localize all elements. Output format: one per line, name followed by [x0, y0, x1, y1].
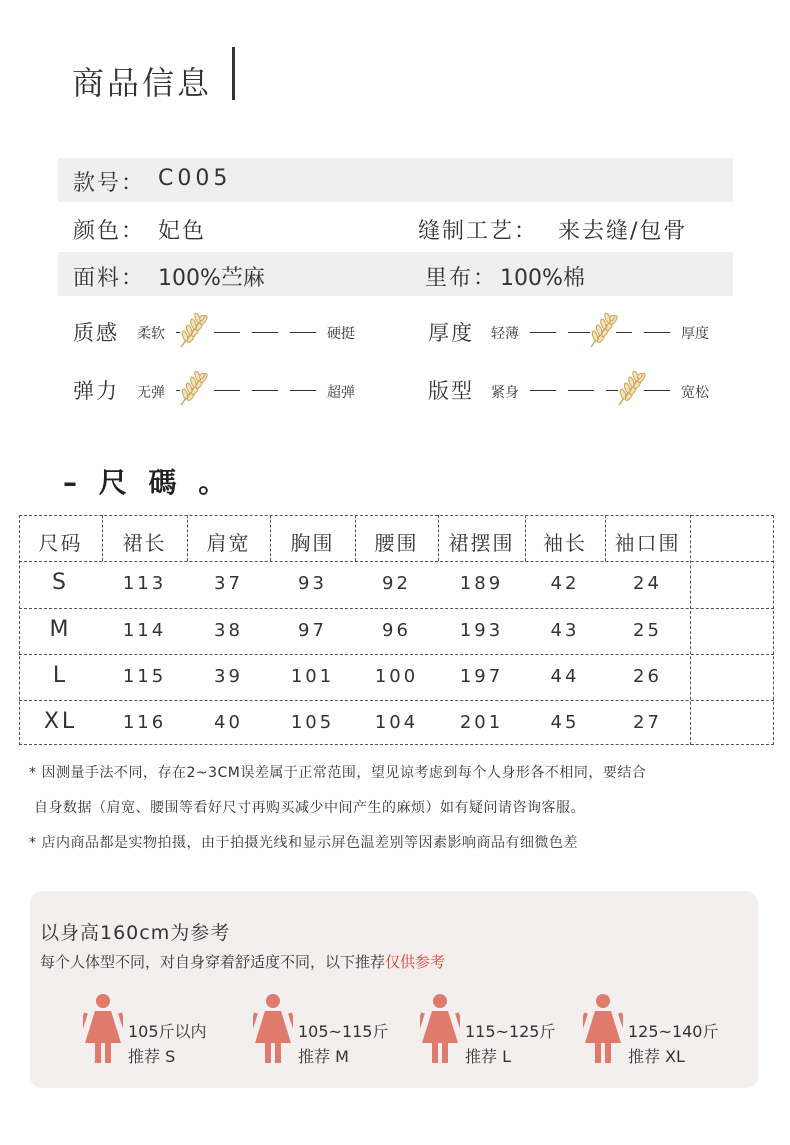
- reference-subtitle: [40, 951, 445, 972]
- lining-value: 100%棉: [500, 266, 585, 291]
- woman-figure-icon: [583, 993, 623, 1069]
- color-value: 妃色: [158, 219, 207, 244]
- page-title: 商品信息: [72, 64, 213, 102]
- lining-label: 里布：: [425, 266, 498, 291]
- craft-value: 来去缝/包骨: [558, 219, 688, 244]
- reference-title: 以身高160cm为参考: [40, 922, 231, 944]
- size-heading: – 尺 碼 。: [63, 466, 233, 499]
- scale-dash: [214, 332, 240, 333]
- wheat-icon: [176, 313, 210, 349]
- table-row-divider: [19, 561, 774, 562]
- table-cell: 201: [459, 712, 504, 733]
- table-cell: 44: [550, 666, 580, 687]
- recommended-size: 推荐 L: [465, 1047, 512, 1066]
- table-cell: 25: [633, 620, 662, 641]
- title-divider: [232, 47, 235, 100]
- table-cell: 115: [122, 666, 167, 687]
- scale-dash: [290, 332, 316, 333]
- craft-label: 缝制工艺：: [418, 219, 539, 244]
- table-row-divider: [19, 700, 774, 701]
- table-cell: 40: [214, 712, 243, 733]
- table-row-divider: [19, 654, 774, 655]
- table-cell: 114: [122, 620, 167, 641]
- scale-dash: [252, 332, 278, 333]
- table-cell: 92: [382, 573, 411, 594]
- table-header-cell: 腰围: [374, 531, 419, 555]
- table-header-cell: 袖长: [543, 531, 587, 555]
- table-cell: 189: [459, 573, 504, 594]
- scale-track: [176, 371, 322, 409]
- scale-left-label: 无弹: [137, 385, 165, 401]
- table-cell: 193: [459, 620, 504, 641]
- scale-left-label: 柔软: [137, 326, 165, 342]
- recommended-size: 推荐 S: [128, 1047, 176, 1066]
- table-cell: 97: [298, 620, 327, 641]
- wheat-icon: [586, 313, 620, 349]
- scale-right-label: 厚度: [681, 326, 709, 342]
- model-label: 款号：: [73, 171, 146, 196]
- table-cell: 113: [122, 573, 167, 594]
- weight-range: 115~125斤: [465, 1022, 556, 1041]
- size-label-cell: XL: [43, 709, 78, 734]
- table-cell: 96: [382, 620, 411, 641]
- scale-right-label: 硬挺: [327, 326, 355, 342]
- scale-dash: [530, 390, 556, 391]
- scale-track: [530, 371, 676, 409]
- recommended-size: 推荐 XL: [628, 1047, 685, 1066]
- note-line: * 店内商品都是实物拍摄，由于拍摄光线和显示屏色温差别等因素影响商品有细微色差: [29, 835, 578, 851]
- scale-dash: [568, 390, 594, 391]
- fabric-value: 100%苎麻: [158, 266, 265, 291]
- woman-figure-icon: [420, 993, 460, 1069]
- table-cell: 101: [290, 666, 335, 687]
- attribute-label: 弹力: [73, 379, 119, 403]
- model-value: C005: [158, 166, 232, 191]
- table-cell: 38: [214, 620, 243, 641]
- subtitle-highlight: 仅供参考: [385, 953, 446, 971]
- weight-range: 125~140斤: [628, 1022, 719, 1041]
- size-label-cell: M: [49, 617, 72, 642]
- table-cell: 26: [633, 666, 662, 687]
- table-header-cell: 袖口围: [614, 531, 681, 555]
- table-cell: 39: [214, 666, 243, 687]
- table-header-cell: 裙摆围: [448, 531, 515, 555]
- table-cell: 24: [633, 573, 662, 594]
- wheat-icon: [614, 371, 648, 407]
- scale-left-label: 轻薄: [491, 326, 519, 342]
- weight-range: 105~115斤: [298, 1022, 389, 1041]
- weight-range: 105斤以内: [128, 1022, 207, 1041]
- fabric-label: 面料：: [73, 266, 146, 291]
- scale-right-label: 宽松: [681, 385, 709, 401]
- woman-figure-icon: [253, 993, 293, 1069]
- size-label-cell: S: [52, 570, 69, 595]
- table-cell: 197: [459, 666, 504, 687]
- scale-track: [530, 313, 676, 351]
- table-header-cell: 尺码: [38, 531, 83, 555]
- table-header-cell: 肩宽: [206, 531, 251, 555]
- scale-track: [176, 313, 322, 351]
- scale-dash: [214, 390, 240, 391]
- attribute-label: 厚度: [428, 321, 474, 345]
- recommended-size: 推荐 M: [298, 1047, 349, 1066]
- table-cell: 45: [550, 712, 580, 733]
- table-cell: 43: [550, 620, 580, 641]
- table-cell: 93: [298, 573, 327, 594]
- note-line: 自身数据（肩宽、腰围等看好尺寸再购买减少中间产生的麻烦）如有疑问请咨询客服。: [34, 800, 585, 816]
- wheat-icon: [176, 371, 210, 407]
- table-col-divider: [690, 515, 691, 745]
- scale-left-label: 紧身: [491, 385, 519, 401]
- attribute-label: 版型: [428, 379, 474, 403]
- table-row-divider: [19, 608, 774, 609]
- table-cell: 42: [550, 573, 580, 594]
- table-cell: 116: [122, 712, 167, 733]
- scale-dash: [252, 390, 278, 391]
- scale-dash: [290, 390, 316, 391]
- scale-right-label: 超弹: [327, 385, 355, 401]
- table-header-cell: 胸围: [290, 531, 335, 555]
- subtitle-text: 每个人体型不同，对自身穿着舒适度不同，以下推荐: [40, 953, 386, 971]
- scale-dash: [644, 332, 670, 333]
- table-cell: 104: [374, 712, 419, 733]
- table-cell: 27: [633, 712, 662, 733]
- table-cell: 37: [214, 573, 243, 594]
- color-label: 颜色：: [73, 219, 146, 244]
- table-cell: 105: [290, 712, 335, 733]
- scale-dash: [530, 332, 556, 333]
- woman-figure-icon: [83, 993, 123, 1069]
- size-label-cell: L: [52, 663, 69, 688]
- table-cell: 100: [374, 666, 419, 687]
- attribute-label: 质感: [73, 321, 119, 345]
- table-header-cell: 裙长: [122, 531, 167, 555]
- note-line: * 因测量手法不同，存在2~3CM误差属于正常范围，望见谅考虑到每个人身形各不相同，要结合: [29, 765, 647, 781]
